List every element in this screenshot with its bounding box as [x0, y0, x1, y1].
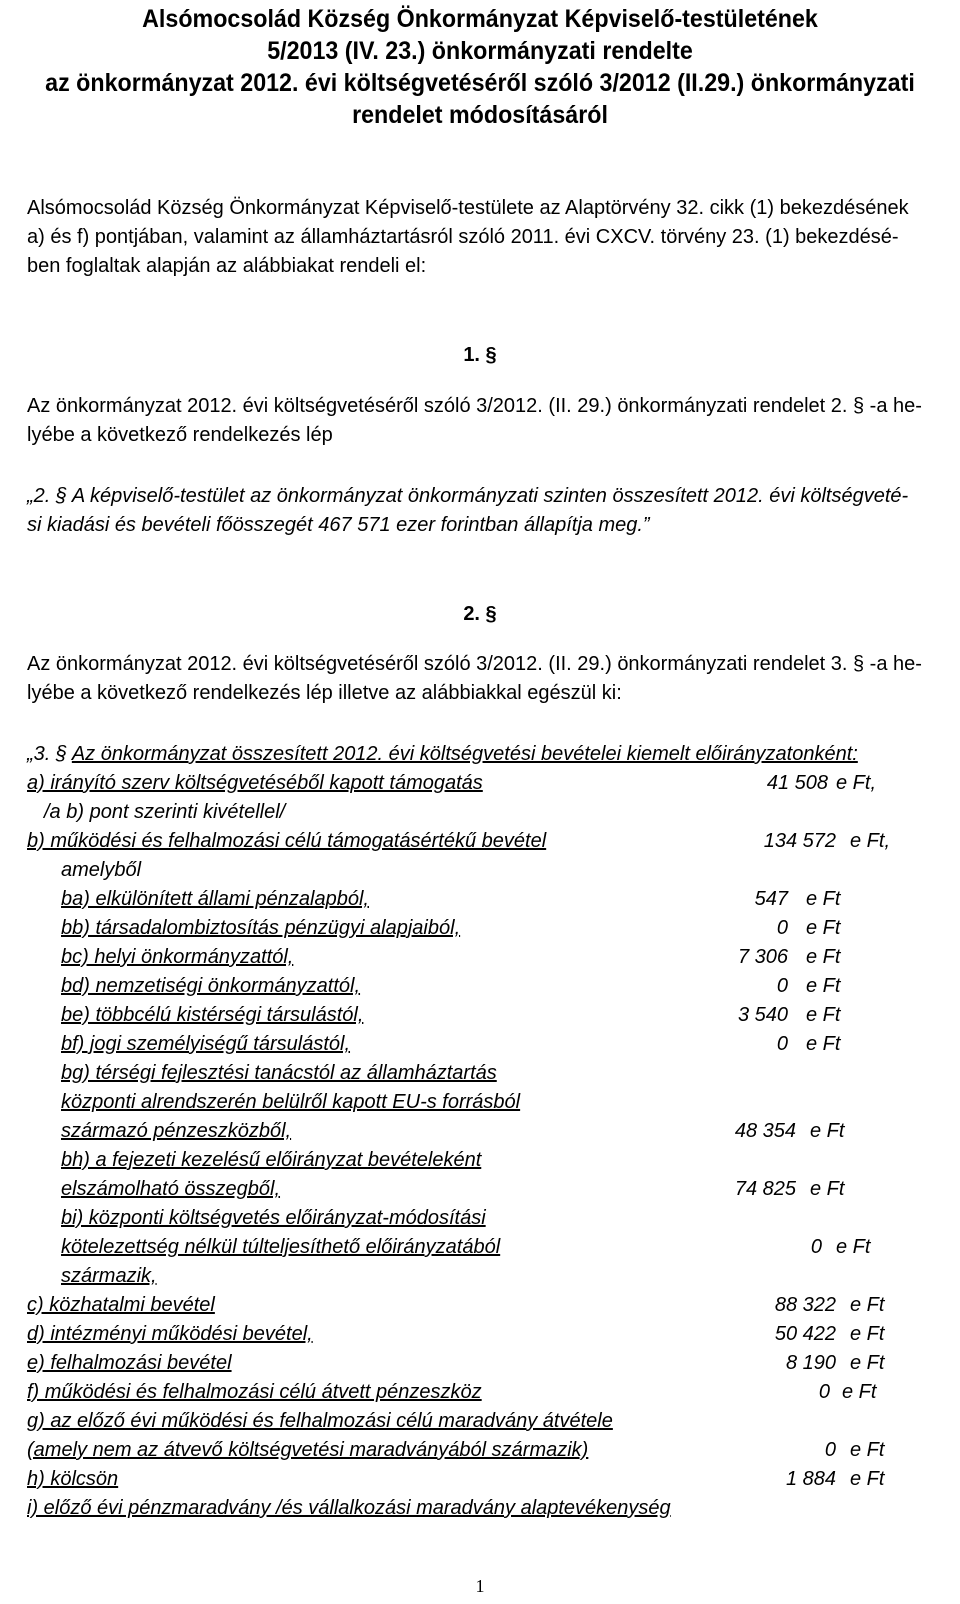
item-unit: e Ft — [836, 1236, 871, 1258]
item-unit: e Ft — [850, 1294, 885, 1316]
item-unit: e Ft — [850, 1468, 885, 1490]
item-amount: 0 — [776, 1033, 788, 1055]
item-unit: e Ft — [806, 946, 841, 968]
preamble-line-3: ben foglaltak alapján az alábbiakat rendeli el: — [27, 255, 427, 277]
item-text: be) többcélú kistérségi társulástól, — [61, 1004, 364, 1026]
item-text: bc) helyi önkormányzattól, — [61, 946, 294, 968]
item-text: (amely nem az átvevő költségvetési maradványából származik) — [27, 1439, 589, 1461]
item-text: bf) jogi személyiségű társulástól, — [61, 1033, 351, 1055]
item-amount: 134 572 — [763, 830, 836, 852]
item-unit: e Ft — [842, 1381, 877, 1403]
item-amount: 7 306 — [737, 946, 788, 968]
item-unit: e Ft — [850, 1323, 885, 1345]
section-2-line-1: Az önkormányzat 2012. évi költségvetéséről szóló 3/2012. (II. 29.) önkormányzati rendelet 3. § -a he- — [27, 653, 922, 675]
item-unit: e Ft — [810, 1120, 845, 1142]
item-text: b) működési és felhalmozási célú támogatásértékű bevétel — [27, 830, 547, 852]
item-amount: 41 508 — [766, 772, 828, 794]
section-1-quote-line-1: „2. § A képviselő-testület az önkormányzat önkormányzati szinten összesített 2012. évi költségveté- — [27, 485, 909, 507]
title-line-1: Alsómocsolád Község Önkormányzat Képviselő-testületének — [142, 5, 818, 33]
item-text: bb) társadalombiztosítás pénzügyi alapjaiból, — [61, 917, 461, 939]
item-unit: e Ft — [806, 1004, 841, 1026]
item-amount: 3 540 — [737, 1004, 788, 1026]
item-text: ba) elkülönített állami pénzalapból, — [61, 888, 369, 910]
item-text: bd) nemzetiségi önkormányzattól, — [61, 975, 361, 997]
page-number: 1 — [475, 1576, 485, 1596]
item-text: bh) a fejezeti kezelésű előirányzat bevételeként — [61, 1149, 482, 1171]
item-amount: 88 322 — [774, 1294, 836, 1316]
item-text: kötelezettség nélkül túlteljesíthető előirányzatából — [61, 1236, 501, 1258]
item-unit: e Ft — [806, 975, 841, 997]
section-2-quote — [27, 743, 858, 766]
preamble-line-2: a) és f) pontjában, valamint az államháztartásról szóló 2011. évi CXCV. törvény 23. (1) bekezdésé- — [27, 226, 899, 248]
section-1-line-2: lyébe a következő rendelkezés lép — [27, 424, 333, 446]
section-2-heading: 2. § — [463, 603, 497, 625]
item-unit: e Ft, — [836, 772, 877, 794]
item-unit: e Ft — [806, 1033, 841, 1055]
item-unit: e Ft — [850, 1439, 885, 1461]
section-2-quote-text: Az önkormányzat összesített 2012. évi költségvetési bevételei kiemelt előirányzatonként: — [71, 743, 858, 765]
item-text: d) intézményi működési bevétel, — [27, 1323, 313, 1345]
item-amount: 50 422 — [774, 1323, 836, 1345]
item-amount: 8 190 — [785, 1352, 836, 1374]
title-line-2: 5/2013 (IV. 23.) önkormányzati rendelte — [267, 37, 693, 65]
title-line-4: rendelet módosításáról — [352, 101, 608, 129]
item-text: származik, — [61, 1265, 157, 1287]
title-line-3: az önkormányzat 2012. évi költségvetéséről szóló 3/2012 (II.29.) önkormányzati — [45, 69, 915, 97]
section-2-line-2: lyébe a következő rendelkezés lép illetve az alábbiakkal egészül ki: — [27, 682, 622, 704]
item-unit: e Ft — [850, 1352, 885, 1374]
item-text: a) irányító szerv költségvetéséből kapott támogatás — [27, 772, 483, 794]
item-text: f) működési és felhalmozási célú átvett pénzeszköz — [27, 1381, 482, 1403]
item-amount: 0 — [776, 917, 788, 939]
item-unit: e Ft — [810, 1178, 845, 1200]
item-amount: 547 — [754, 888, 788, 910]
item-amount: 0 — [824, 1439, 836, 1461]
item-text: h) kölcsön — [27, 1468, 119, 1490]
item-text: /a b) pont szerinti kivétellel/ — [44, 801, 286, 823]
item-text: elszámolható összegből, — [61, 1178, 281, 1200]
item-text: g) az előző évi működési és felhalmozási célú maradvány átvétele — [27, 1410, 613, 1432]
item-amount: 0 — [810, 1236, 822, 1258]
item-amount: 0 — [776, 975, 788, 997]
section-1-quote-line-2: si kiadási és bevételi főösszegét 467 571 ezer forintban állapítja meg.” — [27, 514, 650, 536]
item-text: amelyből — [61, 859, 142, 881]
item-text: bg) térségi fejlesztési tanácstól az államháztartás — [61, 1062, 497, 1084]
item-text: bi) központi költségvetés előirányzat-módosítási — [61, 1207, 486, 1229]
section-1-line-1: Az önkormányzat 2012. évi költségvetéséről szóló 3/2012. (II. 29.) önkormányzati rendelet 2. § -a he- — [27, 395, 922, 417]
item-amount: 0 — [818, 1381, 830, 1403]
section-2-quote-marker: „3. § — [27, 743, 72, 765]
item-text: származó pénzeszközből, — [61, 1120, 292, 1142]
preamble-line-1: Alsómocsolád Község Önkormányzat Képviselő-testülete az Alaptörvény 32. cikk (1) bekezdésének — [27, 197, 909, 219]
item-unit: e Ft — [806, 917, 841, 939]
item-unit: e Ft — [806, 888, 841, 910]
item-text: központi alrendszerén belülről kapott EU-s forrásból — [61, 1091, 521, 1113]
item-text: c) közhatalmi bevétel — [27, 1294, 215, 1316]
item-text: i) előző évi pénzmaradvány /és vállalkozási maradvány alaptevékenység — [27, 1497, 671, 1519]
item-text: e) felhalmozási bevétel — [27, 1352, 232, 1374]
item-unit: e Ft, — [850, 830, 891, 852]
item-amount: 48 354 — [734, 1120, 796, 1142]
item-amount: 74 825 — [734, 1178, 796, 1200]
item-amount: 1 884 — [785, 1468, 836, 1490]
section-1-heading: 1. § — [463, 344, 497, 366]
